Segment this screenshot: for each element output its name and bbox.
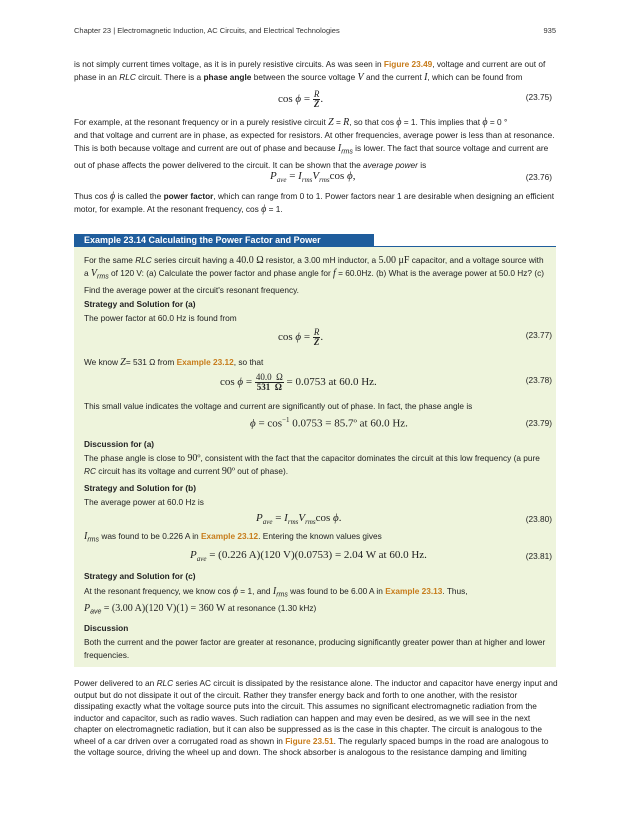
equation-23-75: cos ϕ = $\frac{R}{Z}$ . xyxy=(278,89,324,109)
discussion-a-heading: Discussion for (a) xyxy=(84,439,155,449)
page-header xyxy=(74,26,556,35)
example-link[interactable]: Example 23.13 xyxy=(385,586,443,596)
figure-link[interactable]: Figure 23.51 xyxy=(285,735,334,746)
equation-23-76: $P_{ave} = I_{rms}V_{rms}\cos$ ϕ, xyxy=(270,170,356,185)
equation-number: (23.75) xyxy=(525,92,552,102)
intro-paragraph-2: For example, at the resonant frequency or in a purely resistive circuit Z = R, so that cos ϕ = 1. This implies that ϕ = 0 ° and that voltage and current are in phase, as expected for resistors. At other frequencies, average power is less than at resonance. This is both because voltage and current are out of phase and because $I_{rms}$ is lower. The fact that source voltage and current are out of phase affects the power delivered to the circuit. It can be shown that the average power is xyxy=(74,117,555,170)
equation-23-79: $\phi = \cos^{-1} 0.0753$ = 85.7º at 60.0 Hz. xyxy=(250,416,408,430)
equation-number: (23.76) xyxy=(525,172,552,182)
chapter-title: Chapter 23 | Electromagnetic Induction, AC Circuits, and Electrical Technologies xyxy=(74,26,340,35)
strategy-b-heading: Strategy and Solution for (b) xyxy=(84,483,197,493)
discussion-heading: Discussion xyxy=(84,623,129,633)
equation-number: (23.81) xyxy=(525,551,552,561)
page-number: 935 xyxy=(543,26,556,35)
figure-link[interactable]: Figure 23.49 xyxy=(383,59,433,69)
equation-number: (23.79) xyxy=(525,418,552,428)
strategy-c-heading: Strategy and Solution for (c) xyxy=(84,571,196,581)
equation-23-80: $P_{ave} = I_{rms}V_{rms}\cos$ ϕ. xyxy=(256,512,342,527)
example-link[interactable]: Example 23.12 xyxy=(200,531,259,541)
small-value-text: This small value indicates the voltage and current are significantly out of phase. In fact, the phase angle is xyxy=(84,401,473,411)
discussion-text: Both the current and the power factor are greater at resonance, producing significantly greater power than at higher and lower frequencies. xyxy=(84,637,546,660)
resonance-power: $P_{ave} = (3.00$ A)(120 V)(1) = 360 W at resonance (1.30 kHz) xyxy=(84,603,317,616)
intro-paragraph-1: is not simply current times voltage, as it is in purely resistive circuits. As was seen in Figure 23.49, voltage and current are out of phase in an RLC circuit. There is a phase angle between the source voltage V and the current I, which can be found from xyxy=(74,59,546,83)
we-know-text: We know Z= 531 Ω from Example 23.12, so that xyxy=(84,357,264,368)
avg-text: The average power at 60.0 Hz is xyxy=(84,497,204,507)
equation-number: (23.80) xyxy=(525,514,552,524)
example-rule xyxy=(74,246,556,247)
equation-23-78: cos ϕ = $\frac{40.0 \Omega}{531 \Omega}$ = 0.0753 at 60.0 Hz. xyxy=(220,372,377,392)
example-title: Example 23.14 Calculating the Power Factor and Power xyxy=(74,234,374,247)
resonance-text: At the resonant frequency, we know cos ϕ = 1, and $I_{rms}$ was found to be 6.00 A in Example 23.13. Thus, xyxy=(84,586,468,599)
equation-number: (23.77) xyxy=(525,330,552,340)
pf-text: The power factor at 60.0 Hz is found from xyxy=(84,313,237,323)
closing-paragraph: Power delivered to an RLC series AC circuit is dissipated by the resistance alone. The inductor and capacitor have energy input and output but do not dissipate it out of the circuit. Rather they transfer energy back and forth to one another, with the resistor dissipating exactly what the voltage source puts into the circuit. This assumes no significant electromagnetic radiation from the inductor and capacitor, such as radio waves. Such radiation can happen and may even be desired, as we will see in the next chapter on electromagnetic radiation, but it can also be suppressed as is the case in this chapter. The circuit is analogous to the wheel of a car driven over a corrugated road as shown in Figure 23.51. The regularly spaced bumps in the road are analogous to the voltage source, driving the wheel up and down. The shock absorber is analogous to the resistance damping and limiting xyxy=(74,678,558,757)
example-question: For the same RLC series circuit having a 40.0 Ω resistor, a 3.00 mH inductor, a 5.00 μF capacitor, and a voltage source with a $V_{rms}$ of 120 V: (a) Calculate the power factor and phase angle for f = 60.0Hz. (b) What is the average power at 50.0 Hz? (c) Find the average power at the circuit's resonant frequency. xyxy=(84,255,545,295)
equation-23-81: $P_{ave} = (0.226$ A)(120 V)(0.0753) = 2.04 W at 60.0 Hz. xyxy=(190,549,427,564)
strategy-a-heading: Strategy and Solution for (a) xyxy=(84,299,196,309)
discussion-a-text: The phase angle is close to 90º, consistent with the fact that the capacitor dominates the circuit at this low frequency (a pure RC circuit has its voltage and current 90º out of phase). xyxy=(84,453,540,477)
example-link[interactable]: Example 23.12 xyxy=(176,357,234,367)
intro-paragraph-3: Thus cos ϕ is called the power factor, which can range from 0 to 1. Power factors near 1 are desirable when designing an efficient motor, for example. At the resonant frequency, cos ϕ = 1. xyxy=(74,191,555,215)
irms-text: $I_{rms}$ was found to be 0.226 A in Example 23.12. Entering the known values gives xyxy=(84,531,382,544)
equation-23-77: cos ϕ = $\frac{R}{Z}$ . xyxy=(278,327,324,347)
equation-number: (23.78) xyxy=(525,375,552,385)
